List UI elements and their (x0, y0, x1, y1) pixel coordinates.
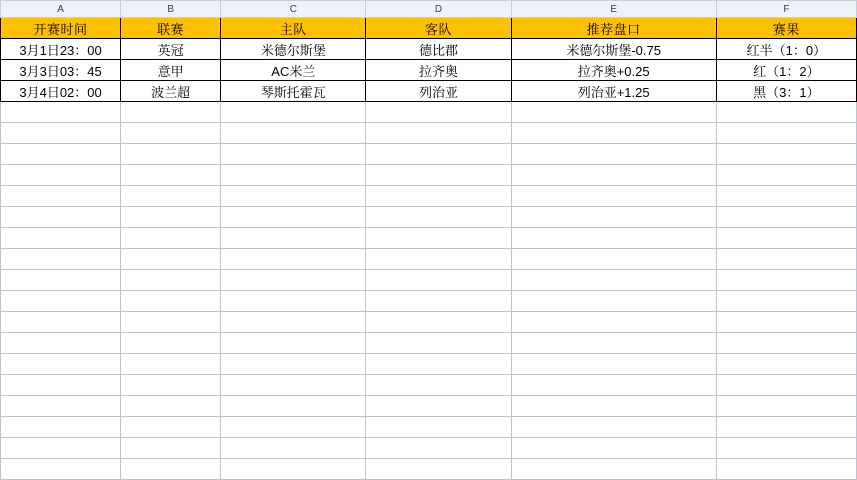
empty-cell[interactable] (511, 312, 716, 333)
empty-cell[interactable] (121, 207, 221, 228)
empty-cell[interactable] (121, 438, 221, 459)
empty-row (1, 438, 857, 459)
empty-cell[interactable] (221, 186, 366, 207)
empty-cell[interactable] (121, 144, 221, 165)
empty-cell[interactable] (716, 270, 856, 291)
empty-cell[interactable] (221, 270, 366, 291)
cell-home-team[interactable]: 米德尔斯堡 (221, 39, 366, 60)
empty-row (1, 312, 857, 333)
empty-cell[interactable] (511, 123, 716, 144)
cell-result[interactable]: 黑（3：1） (716, 81, 856, 102)
empty-cell[interactable] (511, 396, 716, 417)
empty-cell[interactable] (1, 228, 121, 249)
empty-cell[interactable] (716, 438, 856, 459)
empty-row (1, 333, 857, 354)
empty-cell[interactable] (511, 102, 716, 123)
header-cell-recommended-handicap[interactable]: 推荐盘口 (511, 18, 716, 39)
empty-cell[interactable] (716, 207, 856, 228)
empty-cell[interactable] (221, 144, 366, 165)
cell-away-team[interactable]: 列治亚 (366, 81, 511, 102)
empty-cell[interactable] (716, 291, 856, 312)
cell-home-team[interactable]: AC米兰 (221, 60, 366, 81)
empty-cell[interactable] (716, 102, 856, 123)
cell-recommended-handicap[interactable]: 列治亚+1.25 (511, 81, 716, 102)
empty-cell[interactable] (221, 228, 366, 249)
empty-cell[interactable] (221, 291, 366, 312)
empty-cell[interactable] (366, 333, 511, 354)
header-cell-away-team[interactable]: 客队 (366, 18, 511, 39)
empty-cell[interactable] (366, 270, 511, 291)
empty-cell[interactable] (366, 207, 511, 228)
cell-league[interactable]: 意甲 (121, 60, 221, 81)
empty-cell[interactable] (511, 333, 716, 354)
empty-cell[interactable] (221, 333, 366, 354)
empty-cell[interactable] (511, 459, 716, 480)
empty-cell[interactable] (221, 396, 366, 417)
empty-cell[interactable] (221, 438, 366, 459)
cell-result[interactable]: 红（1：2） (716, 60, 856, 81)
empty-cell[interactable] (1, 417, 121, 438)
empty-cell[interactable] (221, 375, 366, 396)
empty-cell[interactable] (716, 144, 856, 165)
empty-cell[interactable] (1, 207, 121, 228)
empty-row (1, 123, 857, 144)
column-header-f[interactable]: F (716, 1, 856, 18)
cell-league[interactable]: 波兰超 (121, 81, 221, 102)
table-row (1, 39, 857, 60)
empty-cell[interactable] (366, 354, 511, 375)
header-cell-home-team[interactable]: 主队 (221, 18, 366, 39)
header-cell-time[interactable]: 开赛时间 (1, 18, 121, 39)
empty-row (1, 249, 857, 270)
empty-cell[interactable] (511, 186, 716, 207)
empty-cell[interactable] (221, 354, 366, 375)
empty-cell[interactable] (366, 375, 511, 396)
empty-cell[interactable] (716, 165, 856, 186)
empty-cell[interactable] (121, 228, 221, 249)
table-row (1, 60, 857, 81)
cell-time[interactable]: 3月1日23：00 (1, 39, 121, 60)
column-header-b[interactable]: B (121, 1, 221, 18)
empty-cell[interactable] (716, 186, 856, 207)
empty-cell[interactable] (366, 459, 511, 480)
empty-cell[interactable] (716, 375, 856, 396)
empty-cell[interactable] (221, 312, 366, 333)
empty-cell[interactable] (121, 333, 221, 354)
empty-cell[interactable] (366, 249, 511, 270)
empty-cell[interactable] (366, 291, 511, 312)
empty-cell[interactable] (366, 123, 511, 144)
empty-cell[interactable] (121, 354, 221, 375)
empty-cell[interactable] (1, 186, 121, 207)
column-header-row (1, 1, 857, 18)
empty-row (1, 291, 857, 312)
cell-away-team[interactable]: 德比郡 (366, 39, 511, 60)
empty-cell[interactable] (1, 165, 121, 186)
empty-cell[interactable] (716, 417, 856, 438)
empty-row (1, 228, 857, 249)
empty-cell[interactable] (1, 291, 121, 312)
column-header-a[interactable]: A (1, 1, 121, 18)
empty-cell[interactable] (716, 123, 856, 144)
empty-cell[interactable] (716, 354, 856, 375)
empty-cell[interactable] (121, 375, 221, 396)
empty-cell[interactable] (1, 102, 121, 123)
empty-cell[interactable] (1, 375, 121, 396)
empty-cell[interactable] (716, 459, 856, 480)
empty-cell[interactable] (121, 123, 221, 144)
empty-cell[interactable] (221, 249, 366, 270)
empty-cell[interactable] (366, 417, 511, 438)
empty-cell[interactable] (716, 333, 856, 354)
empty-cell[interactable] (221, 165, 366, 186)
empty-cell[interactable] (366, 144, 511, 165)
empty-cell[interactable] (1, 438, 121, 459)
empty-cell[interactable] (1, 123, 121, 144)
empty-cell[interactable] (511, 144, 716, 165)
empty-row (1, 396, 857, 417)
empty-cell[interactable] (716, 312, 856, 333)
empty-cell[interactable] (366, 102, 511, 123)
empty-cell[interactable] (1, 249, 121, 270)
empty-cell[interactable] (1, 312, 121, 333)
empty-cell[interactable] (121, 249, 221, 270)
header-cell-league[interactable]: 联赛 (121, 18, 221, 39)
empty-cell[interactable] (511, 228, 716, 249)
cell-away-team[interactable]: 拉齐奥 (366, 60, 511, 81)
table-row (1, 81, 857, 102)
empty-cell[interactable] (121, 291, 221, 312)
empty-cell[interactable] (511, 438, 716, 459)
column-header-d[interactable]: D (366, 1, 511, 18)
empty-row (1, 186, 857, 207)
empty-cell[interactable] (366, 438, 511, 459)
cell-result[interactable]: 红半（1：0） (716, 39, 856, 60)
empty-cell[interactable] (366, 312, 511, 333)
empty-cell[interactable] (366, 228, 511, 249)
empty-row (1, 102, 857, 123)
empty-cell[interactable] (716, 249, 856, 270)
empty-cell[interactable] (366, 165, 511, 186)
empty-row (1, 144, 857, 165)
empty-cell[interactable] (716, 228, 856, 249)
empty-row (1, 375, 857, 396)
empty-cell[interactable] (121, 102, 221, 123)
empty-cell[interactable] (1, 144, 121, 165)
empty-cell[interactable] (121, 396, 221, 417)
empty-cell[interactable] (221, 102, 366, 123)
empty-cell[interactable] (221, 123, 366, 144)
table-header-row (1, 18, 857, 39)
empty-cell[interactable] (511, 291, 716, 312)
empty-cell[interactable] (511, 249, 716, 270)
empty-row (1, 165, 857, 186)
empty-cell[interactable] (1, 333, 121, 354)
cell-time[interactable]: 3月3日03：45 (1, 60, 121, 81)
empty-row (1, 459, 857, 480)
cell-league[interactable]: 英冠 (121, 39, 221, 60)
empty-cell[interactable] (221, 459, 366, 480)
empty-row (1, 417, 857, 438)
empty-cell[interactable] (1, 459, 121, 480)
empty-cell[interactable] (1, 396, 121, 417)
empty-row (1, 354, 857, 375)
empty-cell[interactable] (1, 354, 121, 375)
empty-cell[interactable] (121, 186, 221, 207)
empty-cell[interactable] (1, 270, 121, 291)
empty-cell[interactable] (366, 396, 511, 417)
empty-cell[interactable] (511, 417, 716, 438)
cell-recommended-handicap[interactable]: 米德尔斯堡-0.75 (511, 39, 716, 60)
cell-home-team[interactable]: 琴斯托霍瓦 (221, 81, 366, 102)
empty-row (1, 270, 857, 291)
empty-cell[interactable] (121, 312, 221, 333)
header-cell-result[interactable]: 赛果 (716, 18, 856, 39)
empty-cell[interactable] (121, 417, 221, 438)
column-header-e[interactable]: E (511, 1, 716, 18)
empty-cell[interactable] (511, 375, 716, 396)
empty-cell[interactable] (221, 417, 366, 438)
empty-cell[interactable] (121, 165, 221, 186)
empty-cell[interactable] (511, 270, 716, 291)
empty-cell[interactable] (511, 354, 716, 375)
cell-recommended-handicap[interactable]: 拉齐奥+0.25 (511, 60, 716, 81)
empty-cell[interactable] (221, 207, 366, 228)
empty-cell[interactable] (121, 459, 221, 480)
empty-cell[interactable] (121, 270, 221, 291)
empty-cell[interactable] (511, 207, 716, 228)
empty-cell[interactable] (511, 165, 716, 186)
empty-row (1, 207, 857, 228)
empty-cell[interactable] (366, 186, 511, 207)
column-header-c[interactable]: C (221, 1, 366, 18)
cell-time[interactable]: 3月4日02：00 (1, 81, 121, 102)
empty-cell[interactable] (716, 396, 856, 417)
